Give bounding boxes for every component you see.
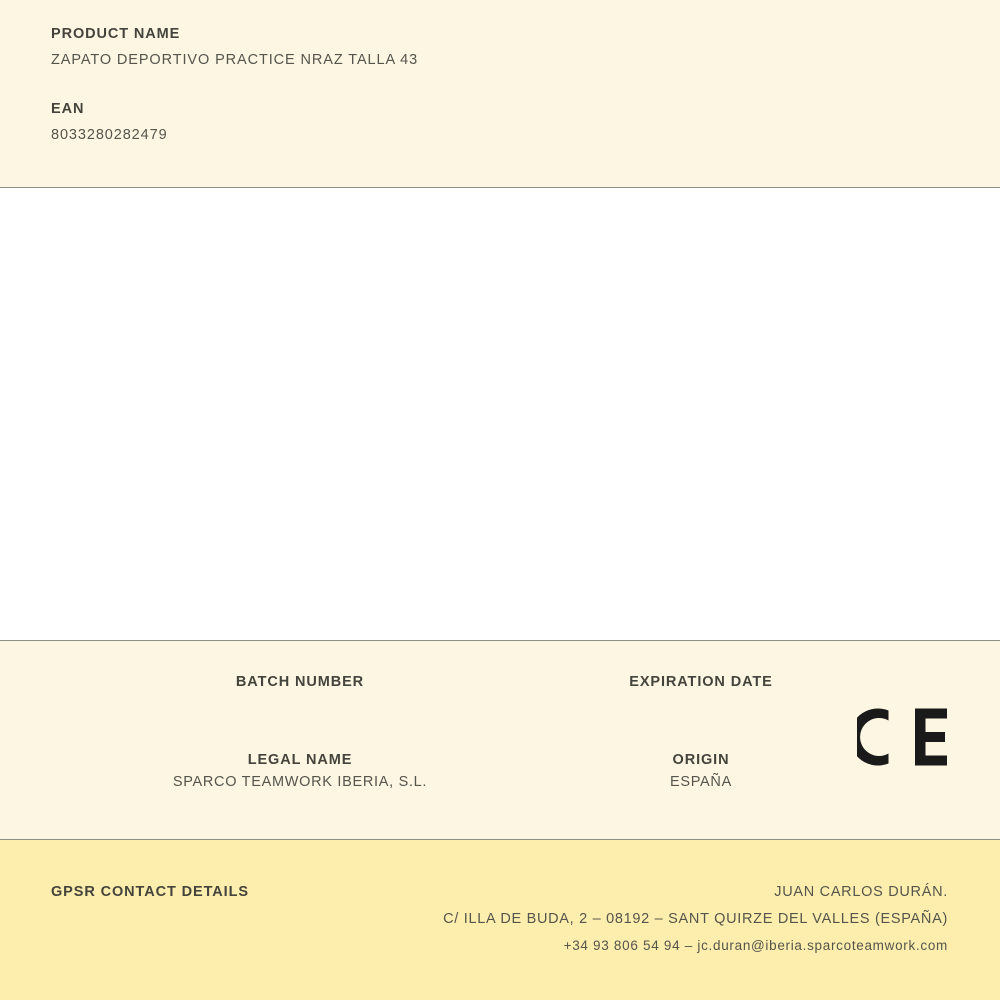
expiration-date-field (600, 674, 1000, 696)
gpsr-contact-address: C/ ILLA DE BUDA, 2 – 08192 – SANT QUIRZE DEL VALLES (ESPAÑA) (443, 911, 948, 927)
batch-number-label: BATCH NUMBER (235, 674, 365, 690)
product-header-block (0, 0, 1000, 188)
batch-number-field (0, 674, 600, 696)
gpsr-contact-details (443, 884, 948, 953)
ean-value: 8033280282479 (51, 127, 168, 143)
product-name-field (0, 26, 1000, 68)
product-name-label: PRODUCT NAME (51, 26, 181, 42)
gpsr-contact-name: JUAN CARLOS DURÁN. (774, 884, 948, 900)
expiration-date-label: EXPIRATION DATE (629, 674, 773, 690)
legal-name-field (0, 752, 600, 790)
legal-name-label: LEGAL NAME (247, 752, 353, 768)
origin-value: ESPAÑA (670, 774, 732, 790)
blank-content-area (0, 188, 1000, 641)
legal-origin-row (0, 696, 1000, 790)
product-name-value: ZAPATO DEPORTIVO PRACTICE NRAZ TALLA 43 (51, 52, 419, 68)
traceability-block (0, 641, 1000, 840)
legal-name-value: SPARCO TEAMWORK IBERIA, S.L. (172, 774, 428, 790)
ean-label: EAN (51, 101, 85, 117)
origin-label: ORIGIN (672, 752, 730, 768)
ce-marking-icon (857, 701, 947, 773)
gpsr-footer-block (0, 840, 1000, 1000)
batch-expiration-row (0, 641, 1000, 696)
gpsr-contact-phone-email: +34 93 806 54 94 – jc.duran@iberia.sparcoteamwork.com (563, 938, 948, 953)
ean-field (0, 101, 1000, 143)
field-spacer (0, 68, 1000, 101)
gpsr-contact-label: GPSR CONTACT DETAILS (51, 884, 249, 900)
